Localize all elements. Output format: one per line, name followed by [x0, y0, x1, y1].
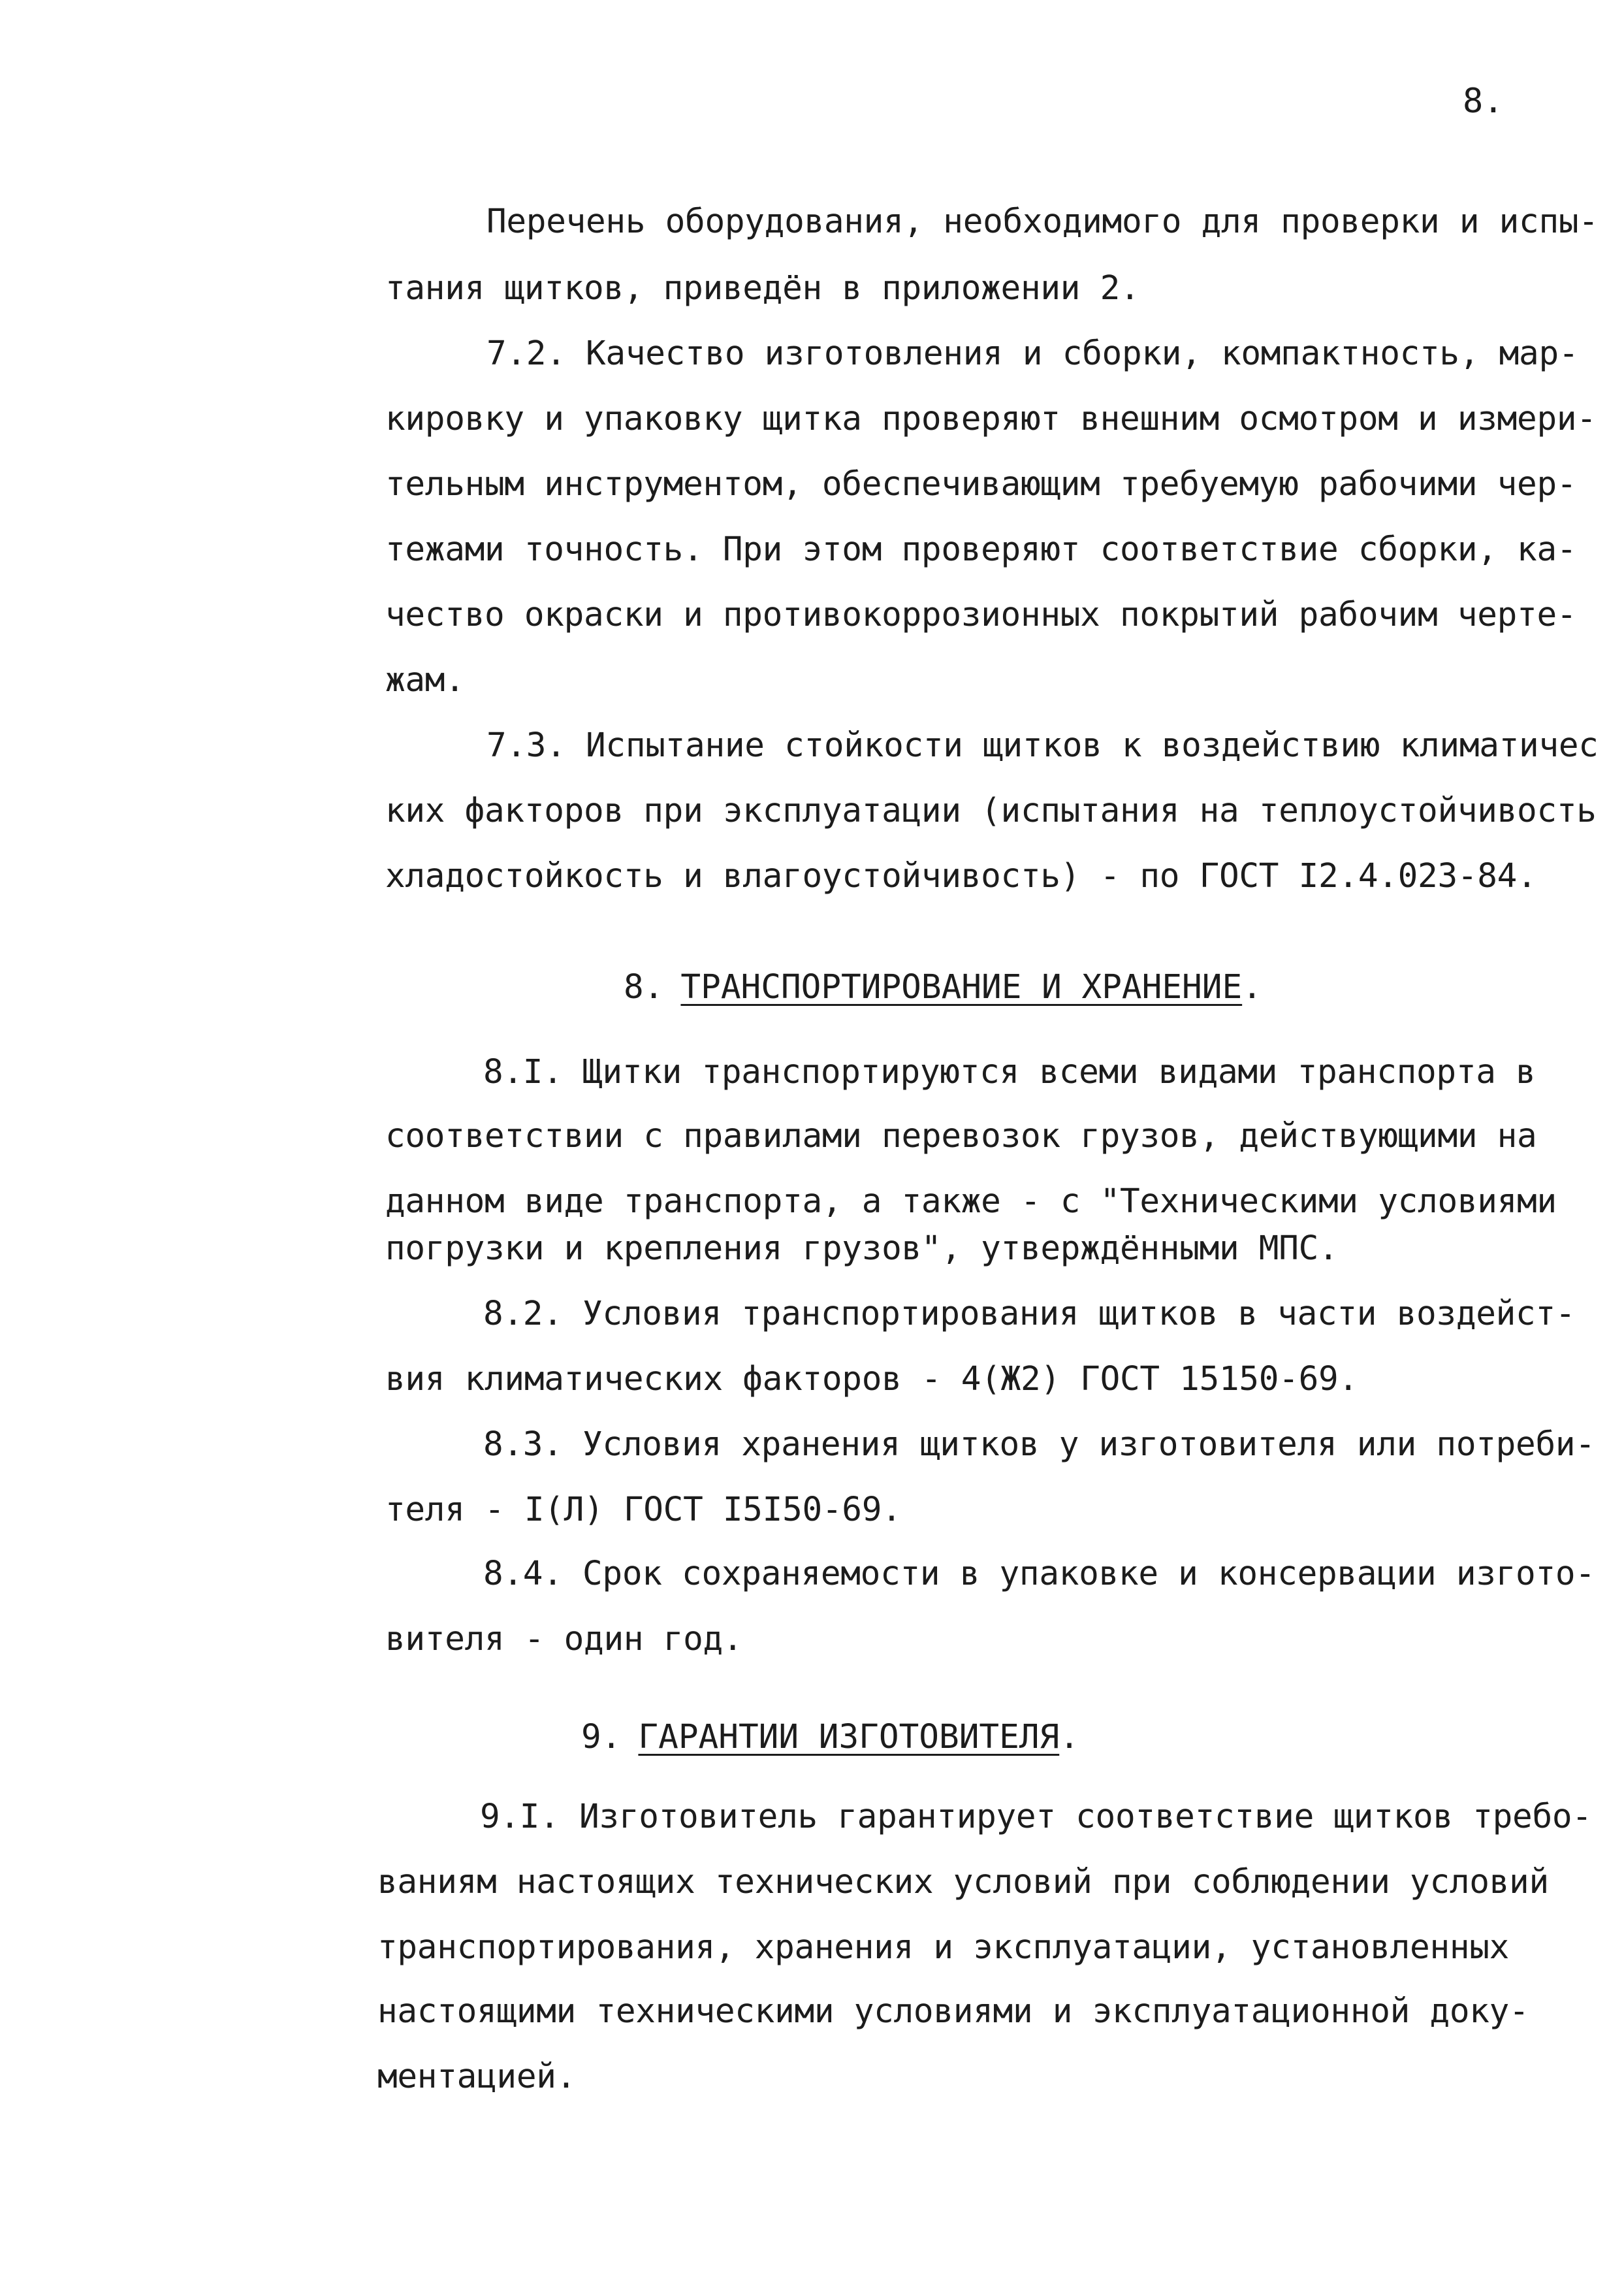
section-8-heading [624, 968, 1262, 1007]
text-line: соответствии с правилами перевозок грузов, действующими на [385, 1117, 1537, 1155]
text-line: вия климатических факторов - 4(Ж2) ГОСТ 15150-69. [385, 1360, 1358, 1398]
text-line: ваниям настоящих технических условий при соблюдении условий [377, 1863, 1549, 1901]
text-line: 7.3. Испытание стойкости щитков к воздействию климатичес [486, 726, 1599, 765]
text-line: погрузки и крепления грузов", утверждёнными МПС. [385, 1229, 1339, 1268]
section-8-number: 8. [624, 968, 664, 1007]
text-line: тельным инструментом, обеспечивающим требуемую рабочими чер- [385, 465, 1577, 504]
text-line: 8.4. Срок сохраняемости в упаковке и консервации изгото- [483, 1555, 1595, 1593]
text-line: 8.I. Щитки транспортируются всеми видами транспорта в [483, 1053, 1536, 1091]
section-9-number: 9. [581, 1718, 622, 1756]
text-line: ментацией. [377, 2058, 577, 2096]
text-line: хладостойкость и влагоустойчивость) - по ГОСТ I2.4.023-84. [385, 857, 1537, 896]
page-number: 8. [1463, 82, 1504, 121]
text-line: 8.3. Условия хранения щитков у изготовителя или потреби- [483, 1425, 1595, 1464]
text-line: 9.I. Изготовитель гарантирует соответствие щитков требо- [480, 1798, 1592, 1836]
section-8-period: . [1242, 968, 1262, 1007]
text-line: вителя - один год. [385, 1620, 743, 1658]
text-line: жам. [385, 661, 465, 700]
text-line: теля - I(Л) ГОСТ I5I50-69. [385, 1491, 902, 1529]
section-9-period: . [1059, 1718, 1079, 1756]
text-line: тания щитков, приведён в приложении 2. [385, 269, 1140, 308]
text-line: настоящими техническими условиями и эксплуатационной доку- [377, 1992, 1529, 2031]
section-9-title: ГАРАНТИИ ИЗГОТОВИТЕЛЯ [638, 1718, 1060, 1756]
section-9-heading [581, 1718, 1079, 1757]
text-line: Перечень оборудования, необходимого для проверки и испы- [486, 202, 1599, 241]
text-line: кировку и упаковку щитка проверяют внешним осмотром и измери- [385, 400, 1597, 438]
text-line: тежами точность. При этом проверяют соответствие сборки, ка- [385, 530, 1577, 569]
section-8-title: ТРАНСПОРТИРОВАНИЕ И ХРАНЕНИЕ [680, 968, 1243, 1007]
text-line: 8.2. Условия транспортирования щитков в части воздейст- [483, 1295, 1576, 1333]
text-line: ких факторов при эксплуатации (испытания на теплоустойчивость [385, 792, 1597, 830]
text-line: 7.2. Качество изготовления и сборки, компактность, мар- [486, 334, 1579, 373]
text-line: данном виде транспорта, а также - с "Техническими условиями [385, 1182, 1557, 1221]
text-line: чество окраски и противокоррозионных покрытий рабочим черте- [385, 596, 1577, 634]
text-line: транспортирования, хранения и эксплуатации, установленных [377, 1928, 1510, 1967]
